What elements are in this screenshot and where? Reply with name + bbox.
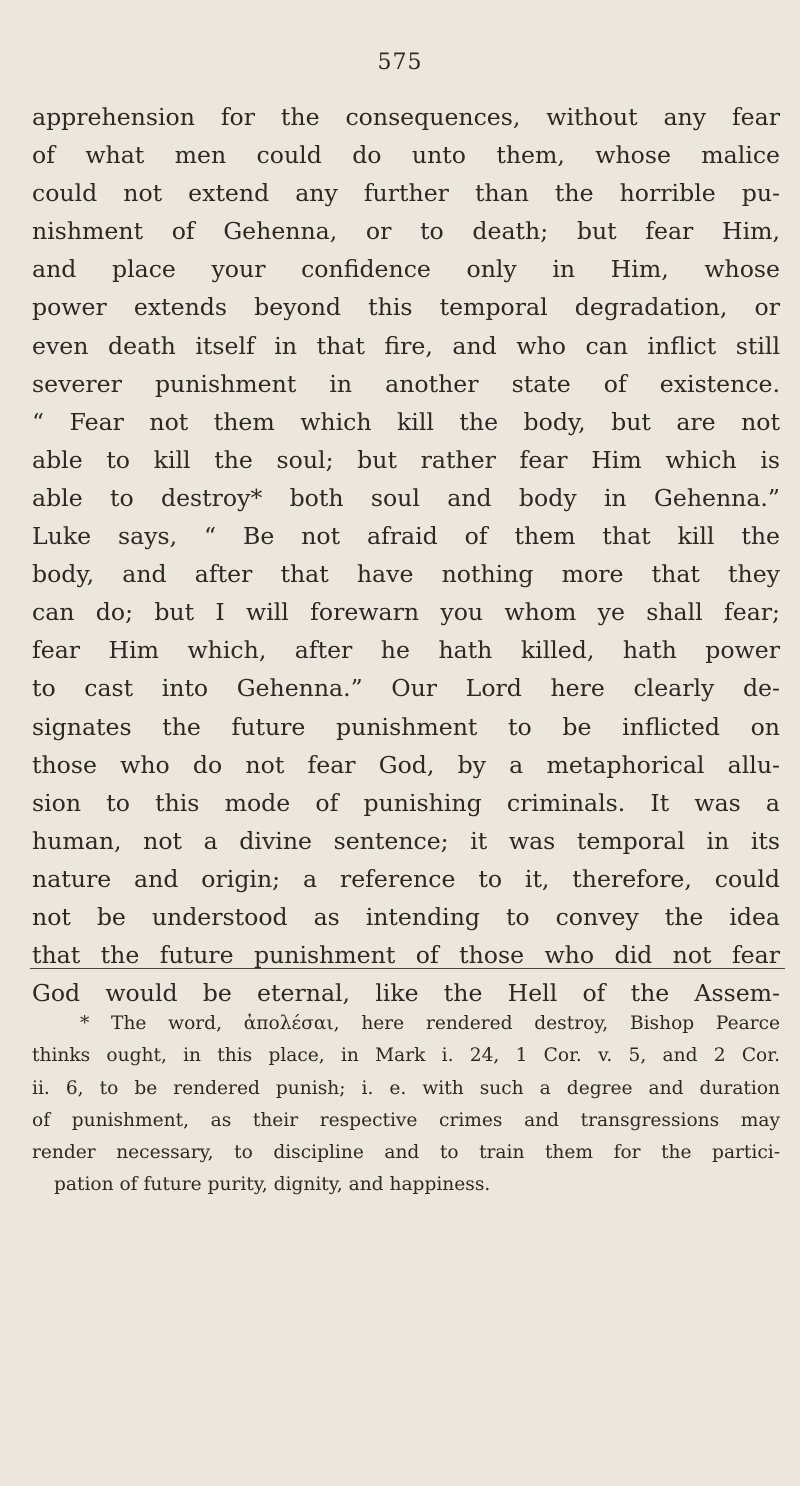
footnote [32,1008,780,1202]
footnote-line: ii. 6, to be rendered punish; i. e. with such a degree and duration [32,1077,780,1099]
text-line: power extends beyond this temporal degradation, or [32,293,780,322]
text-line: those who do not fear God, by a metaphorical allu- [32,750,780,779]
footnote-line: of punishment, as their respective crimes and transgressions may [32,1109,780,1131]
footnote-divider [30,968,785,969]
text-line: God would be eternal, like the Hell of the Assem- [32,979,780,1008]
text-line: body, and after that have nothing more that they [32,560,780,589]
page-number: 575 [377,50,423,75]
text-line: able to kill the soul; but rather fear Him which is [32,445,780,474]
text-line: “ Fear not them which kill the body, but are not [32,407,780,436]
text-line: human, not a divine sentence; it was temporal in its [32,826,780,855]
text-line: nature and origin; a reference to it, therefore, could [32,864,780,893]
text-line: could not extend any further than the horrible pu- [32,179,780,208]
text-line: able to destroy* both soul and body in Gehenna.” [32,483,780,512]
footnote-line: thinks ought, in this place, in Mark i. 24, 1 Cor. v. 5, and 2 Cor. [32,1045,780,1067]
text-line: signates the future punishment to be inflicted on [32,712,780,741]
footnote-line: render necessary, to discipline and to train them for the partici- [32,1142,780,1164]
text-line: not be understood as intending to convey the idea [32,902,780,931]
text-line: and place your confidence only in Him, whose [32,255,780,284]
text-line: severer punishment in another state of existence. [32,369,780,398]
footnote-line: pation of future purity, dignity, and happiness. [54,1174,491,1196]
text-line: apprehension for the consequences, without any fear [32,103,780,131]
text-line: nishment of Gehenna, or to death; but fear Him, [32,217,780,246]
text-line: sion to this mode of punishing criminals. It was a [32,788,780,817]
text-line: can do; but I will forewarn you whom ye shall fear; [32,598,780,627]
text-line: even death itself in that fire, and who can inflict still [32,331,780,360]
main-text [32,98,780,1012]
text-line: Luke says, “ Be not afraid of them that kill the [32,522,780,551]
text-line: fear Him which, after he hath killed, hath power [32,636,780,665]
text-line: to cast into Gehenna.” Our Lord here clearly de- [32,674,780,703]
text-line: of what men could do unto them, whose malice [32,141,780,170]
footnote-line: * The word, ἀπολέσαι, here rendered destroy, Bishop Pearce [80,1013,780,1034]
text-line: that the future punishment of those who did not fear [32,941,780,970]
